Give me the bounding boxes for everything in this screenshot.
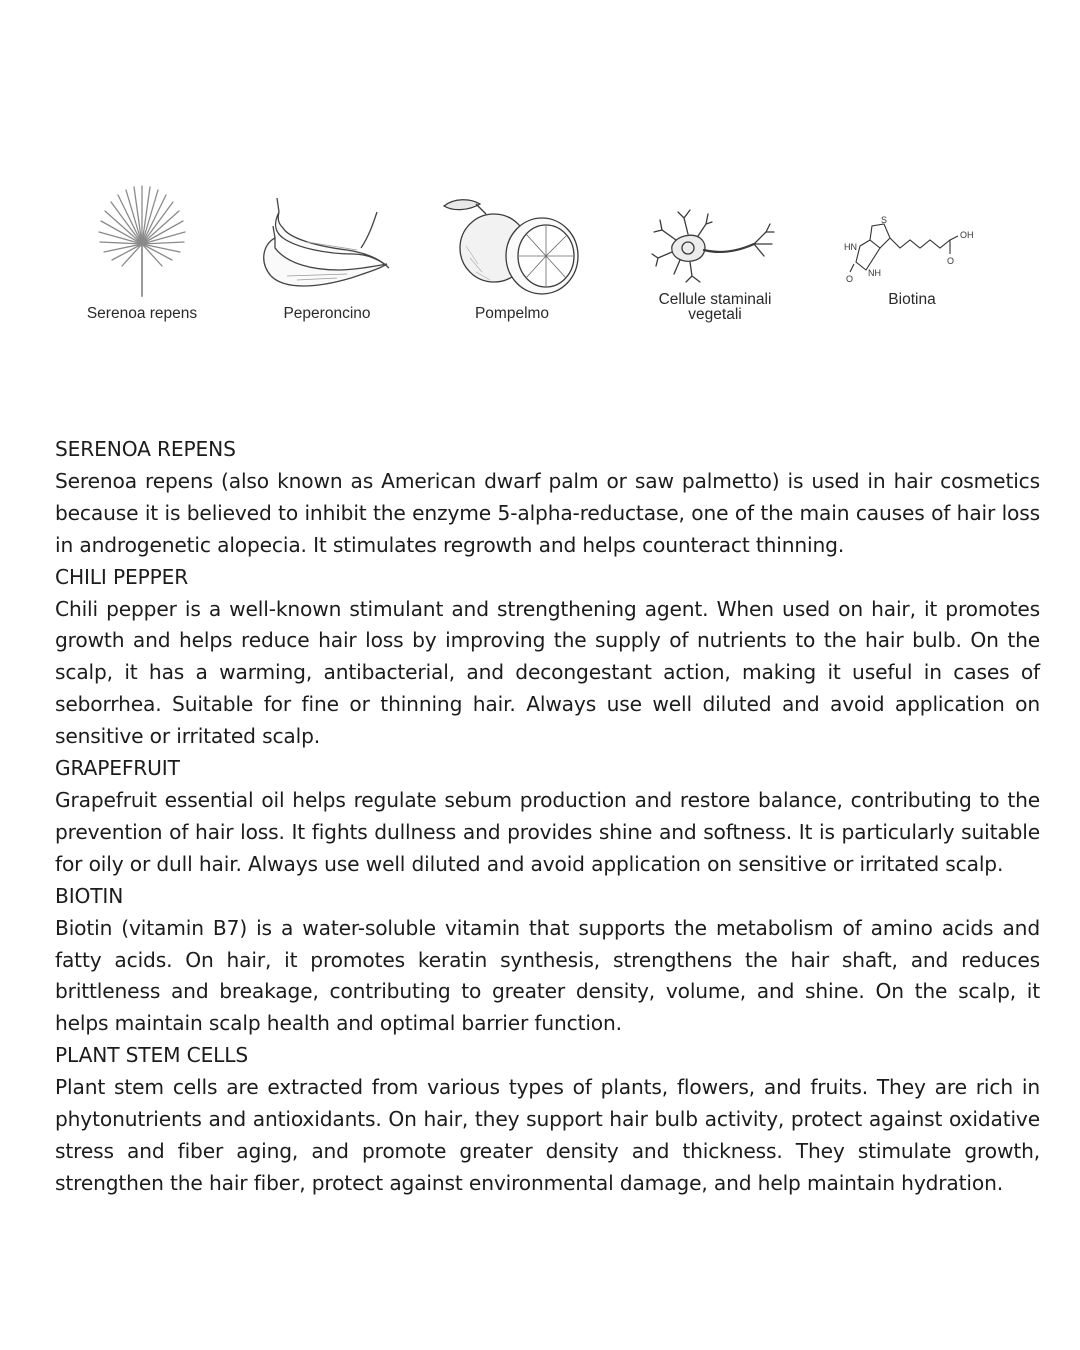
section-title: SERENOA REPENS — [55, 437, 236, 461]
chili-pepper-icon — [257, 180, 397, 298]
sulfur-label: S — [881, 215, 888, 225]
oh-label: OH — [960, 230, 974, 240]
grapefruit-icon — [442, 180, 582, 298]
section-chili-pepper — [55, 562, 1040, 753]
section-title: PLANT STEM CELLS — [55, 1043, 249, 1068]
section-body: Grapefruit essential oil helps regulate sebum production and restore balance, contributing to the prevention of hair loss. It fights dullness and provides shine and softness. It is particularly suitable for oily or dull hair. Always use well diluted and avoid application on sensitive or irritated scalp. — [55, 787, 1040, 876]
oxygen-ring-label: O — [846, 274, 854, 284]
ingredient-grapefruit — [442, 180, 582, 321]
ingredient-biotin — [842, 180, 982, 307]
section-body: Biotin (vitamin B7) is a water-soluble vitamin that supports the metabolism of amino acids and fatty acids. On hair, it promotes keratin synthesis, strengthens the hair shaft, and reduces brittleness and breakage, contributing to greater density, volume, and shine. On the scalp, it helps maintain scalp health and optimal barrier function. — [55, 915, 1040, 1036]
icon-label: Serenoa repens — [86, 305, 198, 322]
ingredient-descriptions — [55, 434, 1040, 1200]
section-body: Serenoa repens (also known as American dwarf palm or saw palmetto) is used in hair cosmetics because it is believed to inhibit the enzyme 5-alpha-reductase, one of the main causes of hair loss in androgenetic alopecia. It stimulates regrowth and helps counteract thinning. — [55, 468, 1040, 557]
ingredient-icons-row — [0, 180, 1080, 340]
section-grapefruit — [55, 753, 1040, 881]
hn-label: HN — [844, 242, 857, 252]
ingredient-chili — [257, 180, 397, 321]
section-biotin — [55, 881, 1040, 1041]
section-title: GRAPEFRUIT — [55, 756, 180, 781]
nh-label: NH — [868, 268, 881, 278]
oxygen-acid-label: O — [947, 256, 955, 266]
icon-label: Peperoncino — [283, 305, 371, 322]
icon-label-line2: vegetali — [688, 306, 742, 323]
section-serenoa — [55, 434, 1040, 562]
section-title: CHILI PEPPER — [55, 564, 189, 589]
section-body: Chili pepper is a well-known stimulant and strengthening agent. When used on hair, it promotes growth and helps reduce hair loss by improving the supply of nutrients to the hair bulb. On the scalp, it has a warming, antibacterial, and decongestant action, making it useful in cases of seborrhea. Suitable for fine or thinning hair. Always use well diluted and avoid application on sensitive or irritated scalp. — [55, 596, 1040, 749]
section-body: Plant stem cells are extracted from various types of plants, flowers, and fruits. They are rich in phytonutrients and antioxidants. On hair, they support hair bulb activity, protect against oxidative stress and fiber aging, and promote greater density and thickness. They stimulate growth, strengthen the hair fiber, protect against environmental damage, and help maintain hydration. — [55, 1075, 1040, 1195]
section-title: BIOTIN — [55, 883, 124, 908]
biotin-molecule-icon — [842, 180, 982, 284]
section-plant-stem-cells — [55, 1040, 1040, 1200]
stem-cell-icon — [650, 180, 780, 288]
icon-label: Pompelmo — [474, 305, 550, 322]
ingredient-stem-cells — [635, 180, 795, 322]
palm-leaf-icon — [92, 180, 192, 298]
icon-label-line1: Cellule staminali — [658, 291, 772, 308]
icon-label: Biotina — [888, 291, 936, 308]
ingredient-serenoa — [72, 180, 212, 321]
